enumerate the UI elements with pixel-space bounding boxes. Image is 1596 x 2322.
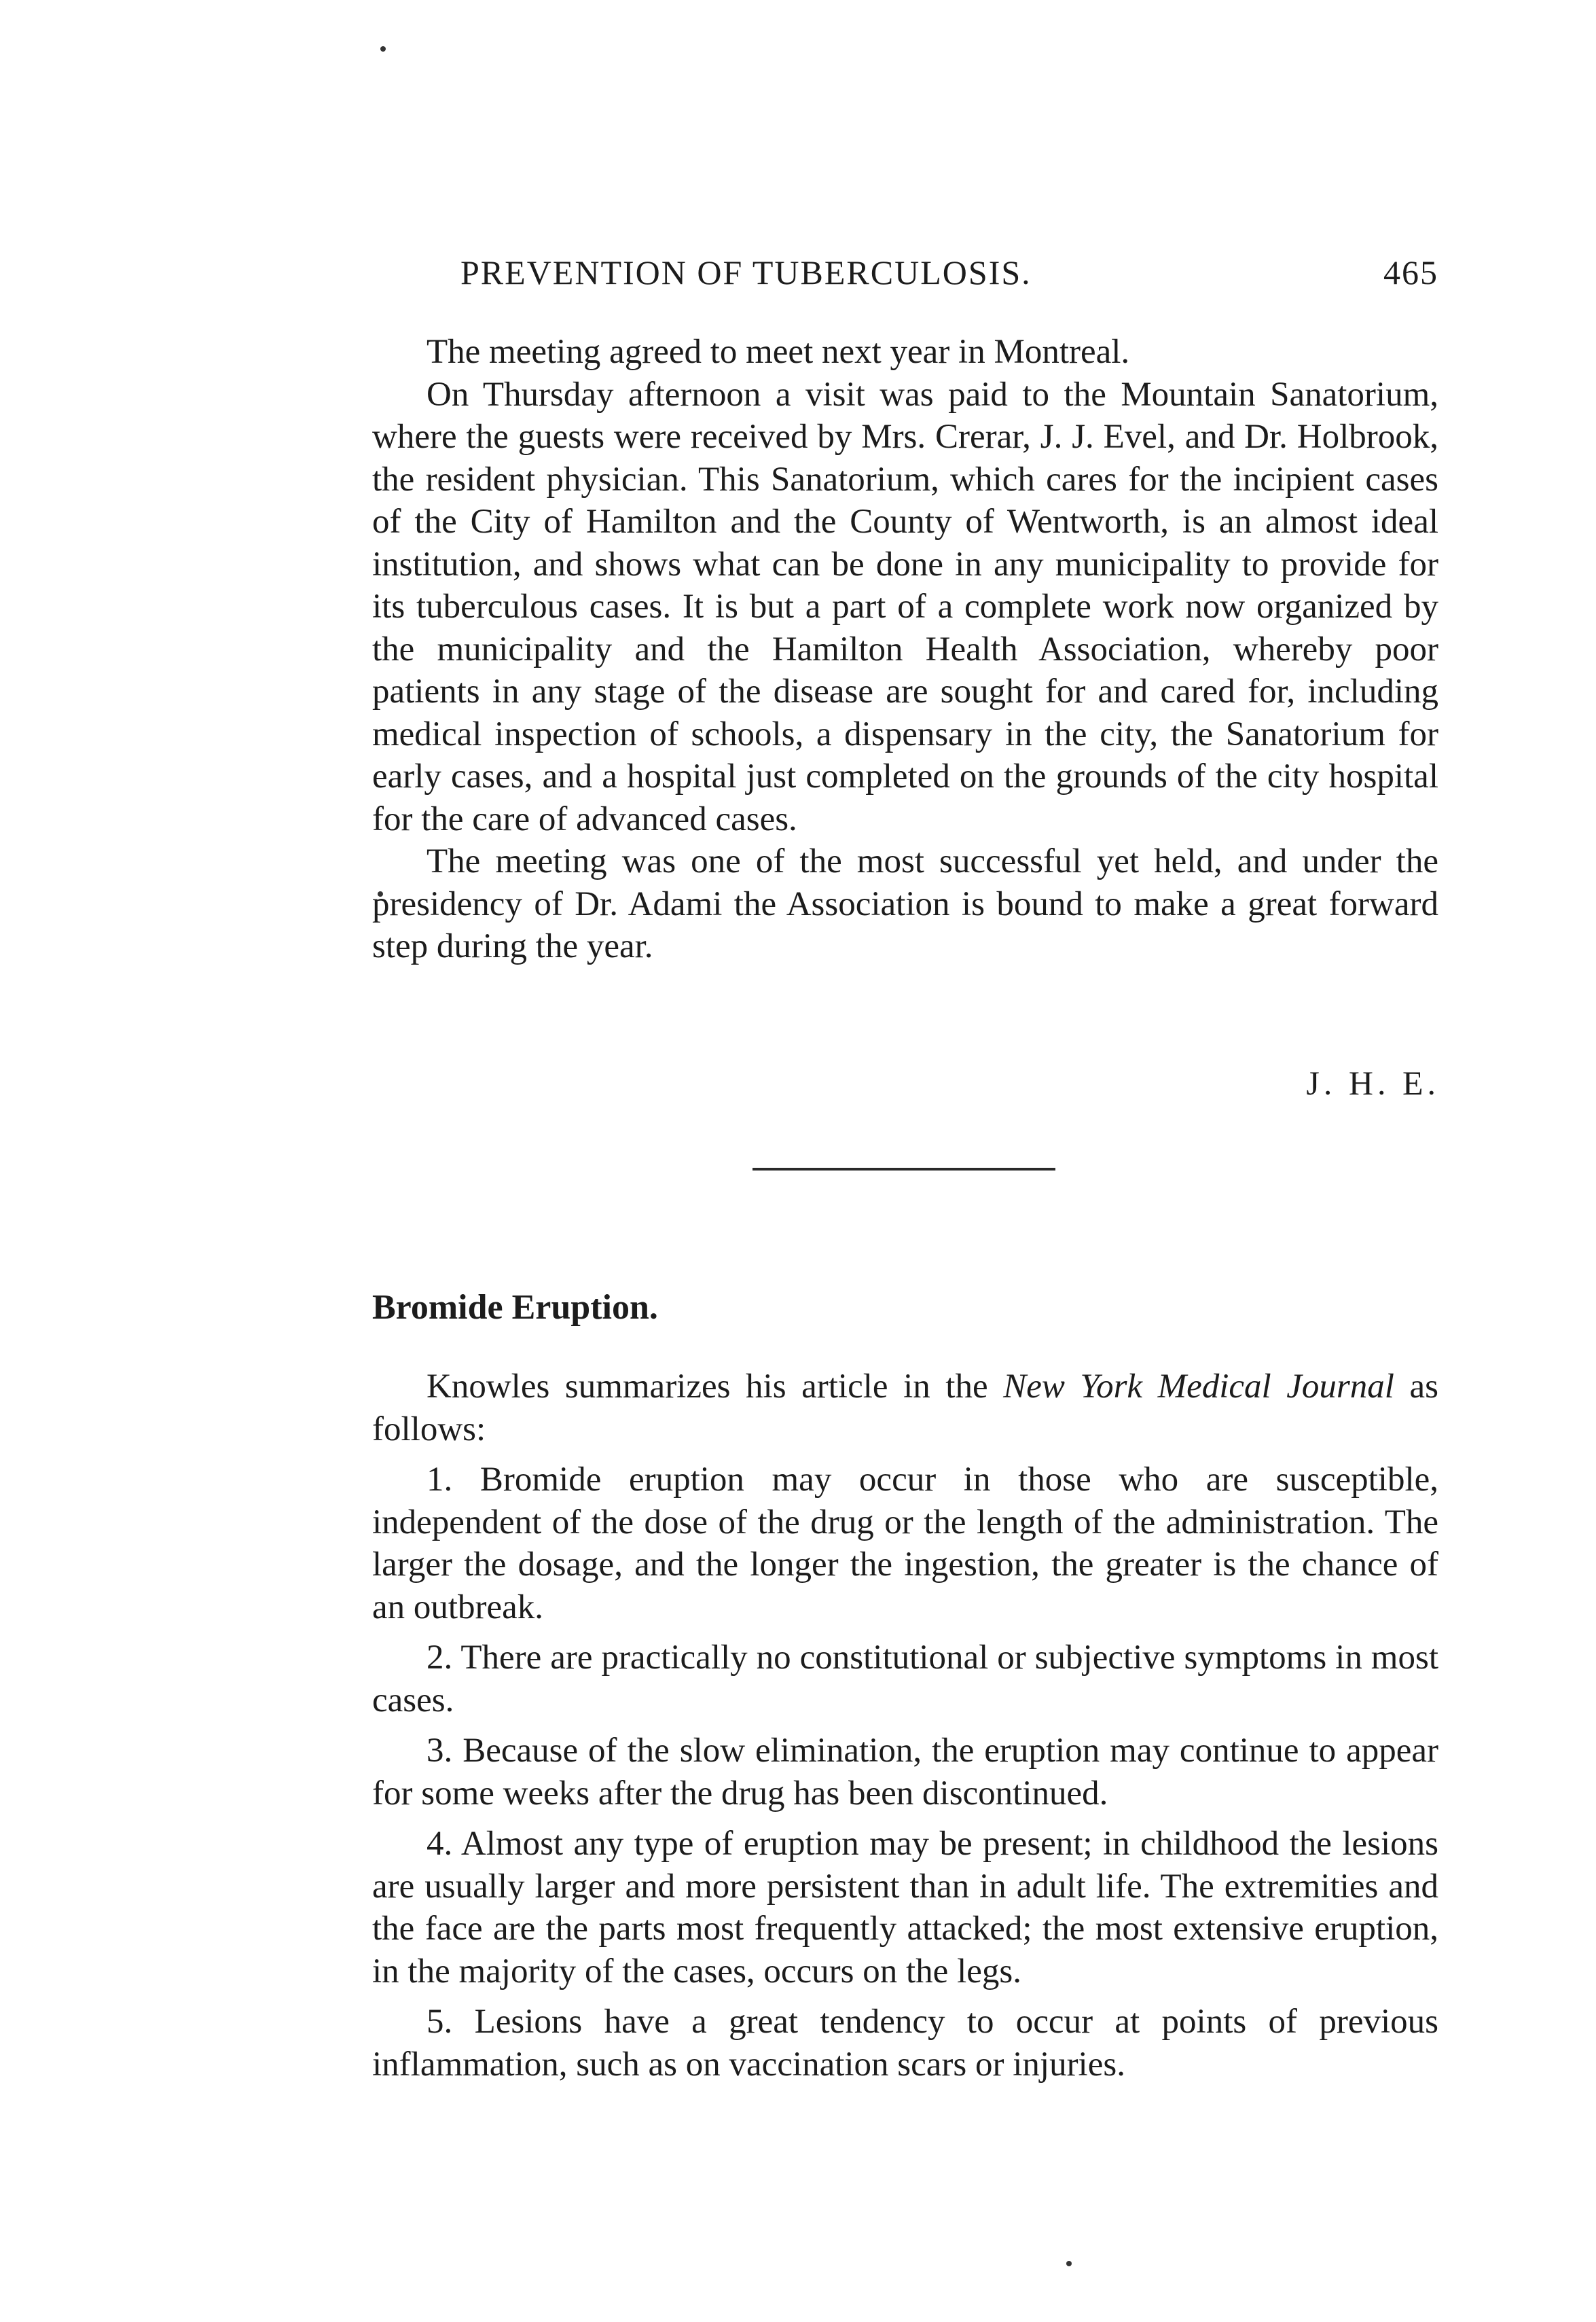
- author-initials: J. H. E.: [1306, 1064, 1440, 1102]
- journal-title: New York Medical Journal: [1003, 1368, 1394, 1406]
- list-item: 3. Because of the slow elimination, the eruption may continue to appear for some weeks after the drug has been discontinued.: [372, 1732, 1438, 1812]
- intro-paragraph: [372, 1365, 1438, 1450]
- bromide-eruption-text: [372, 1365, 1438, 2086]
- intro-before: Knowles summarizes his article in the: [427, 1368, 1004, 1406]
- paragraph: On Thursday afternoon a visit was paid to the Mountain Sanatorium, where the guests were received by Mrs. Crerar, J. J. Evel, and Dr. Holbrook, the resident physician. This Sanatorium, which cares for the incipient cases of the City of Hamilton and the County of Wentworth, is an almost ideal institution, and shows what can be done in any municipality to provide for its tuberculous cases. It is but a part of a complete work now organized by the municipality and the Hamilton Health Association, whereby poor patients in any stage of the disease are sought for and cared for, including medical inspection of schools, a dispensary in the city, the Sanatorium for early cases, and a hospital just completed on the grounds of the city hospital for the care of advanced cases.: [372, 375, 1438, 838]
- paragraph: The meeting agreed to meet next year in Montreal.: [427, 333, 1130, 371]
- page-number: 465: [1383, 253, 1438, 291]
- print-speck: [1066, 2261, 1072, 2266]
- running-title: PREVENTION OF TUBERCULOSIS.: [460, 253, 1032, 291]
- list-item: 1. Bromide eruption may occur in those who are susceptible, independent of the dose of the drug or the length of the administration. The larger the dosage, and the longer the ingestion, the greater is the chance of an outbreak.: [372, 1461, 1438, 1626]
- print-speck: [380, 46, 386, 52]
- list-item: 2. There are practically no constitutional or subjective symptoms in most cases.: [372, 1639, 1438, 1719]
- paragraph: The meeting was one of the most successful yet held, and under the presidency of Dr. Adami the Association is bound to make a great forward step during the year.: [372, 842, 1438, 965]
- page-header: [372, 245, 1438, 299]
- list-item: 5. Lesions have a great tendency to occur at points of previous inflammation, such as on vaccination scars or injuries.: [372, 2003, 1438, 2084]
- tuberculosis-report-text: [372, 331, 1438, 968]
- section-divider: [752, 1168, 1055, 1171]
- intro-after: as follows:: [372, 1368, 1438, 1448]
- section-heading: Bromide Eruption.: [372, 1288, 658, 1327]
- list-item: 4. Almost any type of eruption may be present; in childhood the lesions are usually larger and more persistent than in adult life. The extremities and the face are the parts most frequently attacked; the most extensive eruption, in the majority of the cases, occurs on the legs.: [372, 1825, 1438, 1990]
